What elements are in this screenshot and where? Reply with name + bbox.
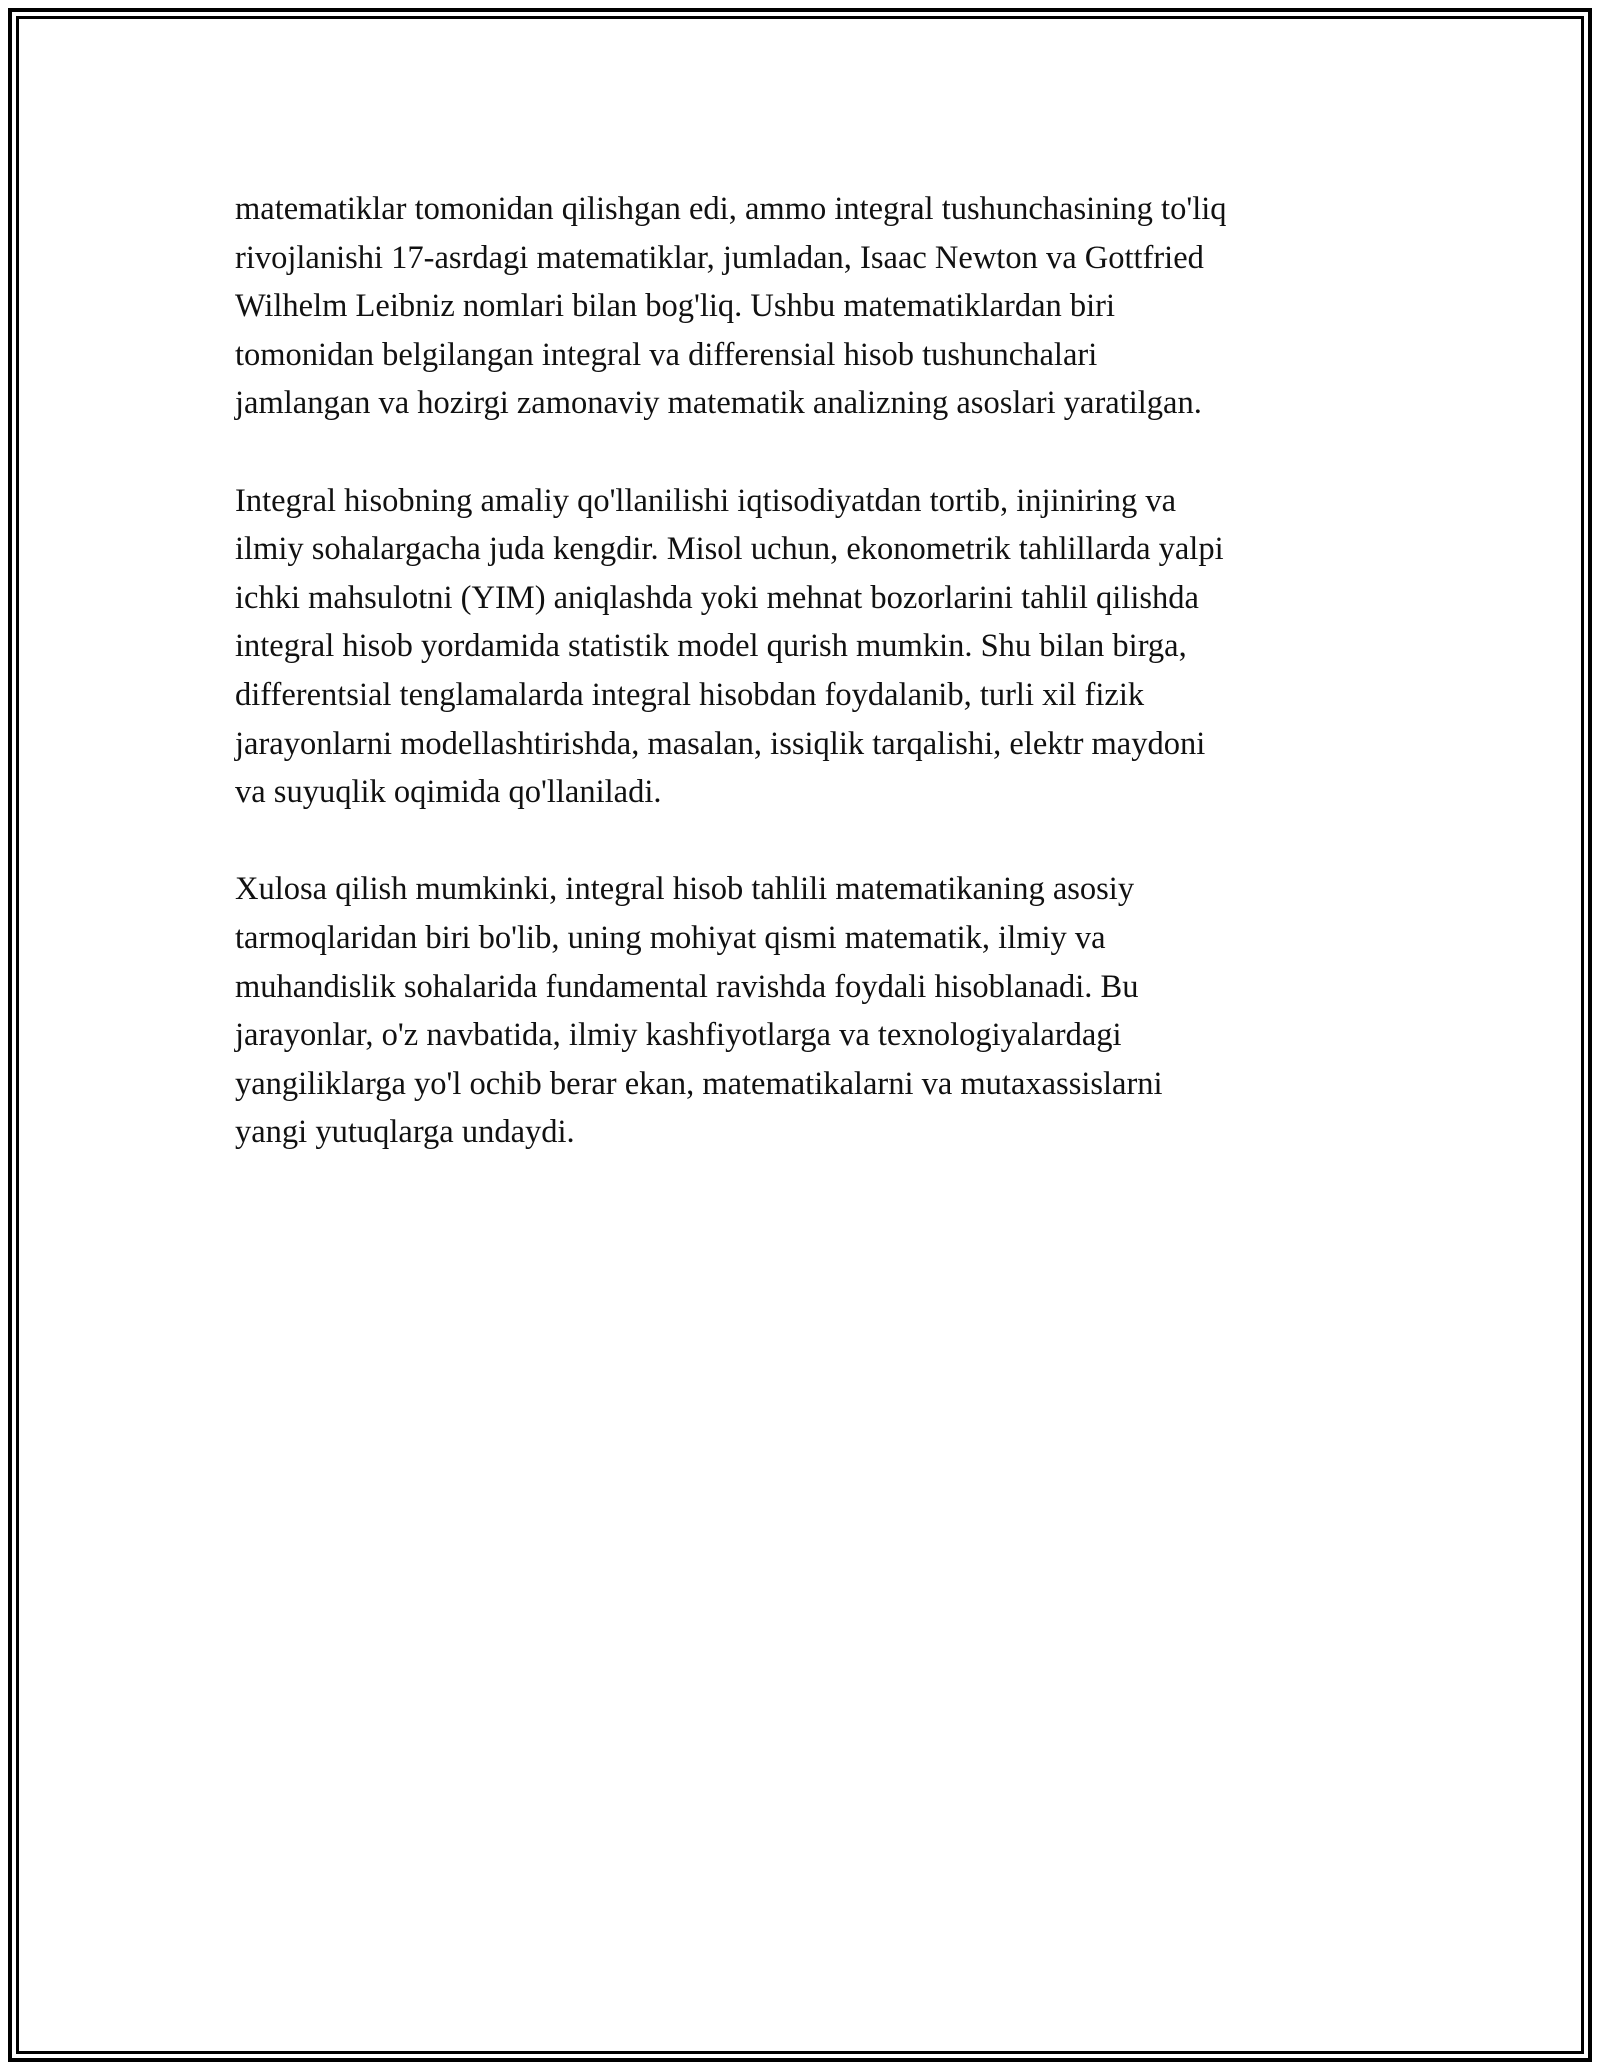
text-line: jarayonlarni modellashtirishda, masalan, issiqlik tarqalishi, elektr maydoni [235,725,1206,762]
text-line: yangiliklarga yo'l ochib berar ekan, matematikalarni va mutaxassislarni [235,1065,1163,1102]
document-body [235,185,1385,1205]
text-line: tomonidan belgilangan integral va differensial hisob tushunchalari [235,336,1098,373]
paragraph-2 [235,477,1385,817]
text-line: ichki mahsulotni (YIM) aniqlashda yoki mehnat bozorlarini tahlil qilishda [235,579,1199,616]
text-line: yangi yutuqlarga undaydi. [235,1114,575,1151]
text-line: matematiklar tomonidan qilishgan edi, ammo integral tushunchasining to'liq [235,191,1227,227]
paragraph-3 [235,865,1385,1157]
text-line: Xulosa qilish mumkinki, integral hisob tahlili matematikaning asosiy [235,871,1135,908]
text-line: va suyuqlik oqimida qo'llaniladi. [235,774,662,811]
text-line: differentsial tenglamalarda integral hisobdan foydalanib, turli xil fizik [235,676,1145,713]
paragraph-1 [235,185,1385,428]
text-line: ilmiy sohalargacha juda kengdir. Misol uchun, ekonometrik tahlillarda yalpi [235,531,1224,568]
text-line: rivojlanishi 17-asrdagi matematiklar, jumladan, Isaac Newton va Gottfried [235,239,1204,276]
text-line: tarmoqlaridan biri bo'lib, uning mohiyat qismi matematik, ilmiy va [235,919,1106,956]
text-line: Wilhelm Leibniz nomlari bilan bog'liq. Ushbu matematiklardan biri [235,288,1116,325]
text-line: integral hisob yordamida statistik model qurish mumkin. Shu bilan birga, [235,628,1187,665]
text-line: muhandislik sohalarida fundamental ravishda foydali hisoblanadi. Bu [235,968,1139,1005]
text-line: jamlangan va hozirgi zamonaviy matematik analizning asoslari yaratilgan. [235,385,1202,422]
text-line: Integral hisobning amaliy qo'llanilishi iqtisodiyatdan tortib, injiniring va [235,482,1177,519]
text-line: jarayonlar, o'z navbatida, ilmiy kashfiyotlarga va texnologiyalardagi [235,1017,1122,1054]
